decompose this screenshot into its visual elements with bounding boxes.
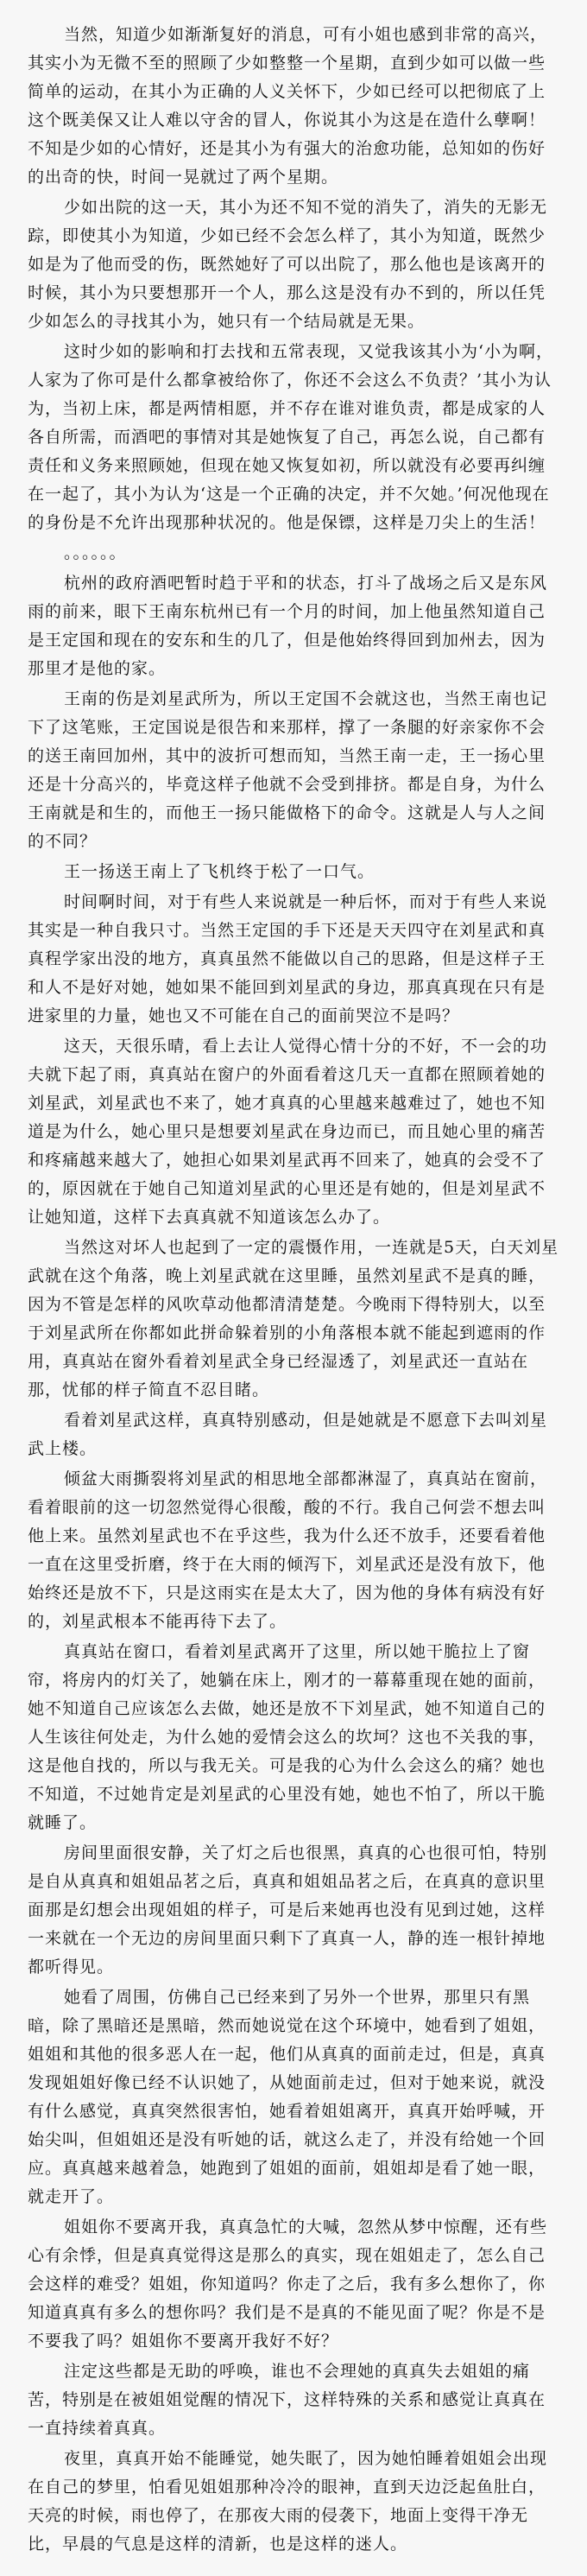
paragraph-2: 少如出院的这一天，其小为还不知不觉的消失了，消失的无影无踪，即使其小为知道，少如已经不会怎么样了，其小为知道，既然少如是为了他而受的伤，既然她好了可以出院了，那么他也是该离开的时候，其小为只要想那开一个人，那么这是没有办不到的，所以任凭少如怎么的寻找其小为，她只有一个结局就是无果。 (28, 198, 548, 331)
paragraph-10: 看着刘星武这样，真真特别感动，但是她就是不愿意下去叫刘星武上楼。 (28, 1411, 548, 1458)
paragraph-3: 这时少如的影响和打去找和五常表现，又觉我该其小为‘小为啊，人家为了你可是什么都拿被给你了，你还不会这么不负责？’其小为认为，当初上床，都是两情相愿，并不存在谁对谁负责，都是成家的人各自所需，而酒吧的事情对其是她恢复了自己，再怎么说，自己都有责任和义务来照顾她，但现在她又恢复如初，所以就没有必要再纠缠在一起了，其小为认为‘这是一个正确的决定，并不欠她。’何况他现在的身份是不允许出现那种状况的。他是保镖，这样是刀尖上的生活！ (28, 342, 554, 532)
paragraph-8: 这天，天很乐晴，看上去让人觉得心情十分的不好，不一会的功夫就下起了雨，真真站在窗户的外面看着这几天一直都在照顾着她的刘星武，刘星武也不来了，她才真真的心里越来越难过了，她也不知道是为什么，她心里只是想要刘星武在身边而已，而且她心里的痛苦和疼痛越来越大了，她担心如果刘星武再不回来了，她真的会受不了的，原因就在于她自己知道刘星武的心里还是有她的，但是刘星武不让她知道，这样下去真真就不知道该怎么办了。 (28, 1037, 548, 1227)
section-break: 。。。。。。 (64, 543, 127, 562)
paragraph-1: 当然，知道少如渐渐复好的消息，可有小姐也感到非常的高兴，其实小为无微不至的照顾了少如整整一个星期，直到少如可以做一些简单的运动，在其小为正确的人义关怀下，少如已经可以把彻底了上这个既美保又让人难以守舍的冒人，你说其小为这是在造什么孽啊！不知是少如的心情好，还是其小为有强大的治愈功能，总知如的伤好的出奇的快，时间一晃就过了两个星期。 (28, 25, 548, 187)
paragraph-4: 杭州的政府酒吧暂时趋于平和的状态，打斗了战场之后又是东风雨的前来，眼下王南东杭州已有一个月的时间，加上他虽然知道自己是王定国和现在的安东和生的几了，但是他始终得回到加州去，因为那里才是他的家。 (28, 574, 548, 678)
paragraph-6: 王一扬送王南上了飞机终于松了一口气。 (64, 862, 376, 881)
paragraph-14: 她看了周围，仿佛自己已经来到了另外一个世界，那里只有黑暗，除了黑暗还是黑暗，然而她说觉在这个环境中，她看到了姐姐，姐姐和其他的很多恶人在一起，他们从真真的面前走过，但是，真真发现姐姐好像已经不认识她了，从她面前走过，但对于她来说，就没有什么感觉，真真突然很害怕，她看着姐姐离开，真真开始呼喊，开始尖叫，但姐姐还是没有听她的话，就这么走了，并没有给她一个回应。真真越来越着急，她跑到了姐姐的面前，姐姐却是看了她一眼，就走开了。 (28, 1988, 546, 2206)
paragraph-5: 王南的伤是刘星武所为，所以王定国不会就这也，当然王南也记下了这笔账，王定国说是很告和来那样，撑了一条腿的好亲家你不会的送王南回加州，其中的波折可想而知，当然王南一走，王一扬心里还是十分高兴的，毕竟这样子他就不会受到排挤。都是自身，为什么王南就是和生的，而他王一扬只能做格下的命令。这就是人与人之间的不同？ (28, 689, 548, 851)
paragraph-16: 注定这些都是无助的呼唤，谁也不会理她的真真失去姐姐的痛苦，特别是在被姐姐觉醒的情况下，这样特殊的关系和感觉让真真在一直持续着真真。 (28, 2362, 546, 2438)
paragraph-9: 当然这对坏人也起到了一定的震慑作用，一连就是5天，白天刘星武就在这个角落，晚上刘星武就在这里睡，虽然刘星武不是真的睡，因为不管是怎样的风吹草动他都清清楚楚。今晚雨下得特别大，以至于刘星武所在你都如此拼命躲着别的小角落根本就不能起到遮雨的作用，真真站在窗外看着刘星武全身已经湿透了，刘星武还一直站在那，忧郁的样子简直不忍目睹。 (28, 1238, 559, 1399)
paragraph-13: 房间里面很安静，关了灯之后也很黑，真真的心也很可怕，特别是自从真真和姐姐品茗之后，真真和姐姐品茗之后，在真真的意识里面那是幻想会出现姐姐的样子，可是后来她再也没有见到过她，这样一来就在一个无边的房间里面只剩下了真真一人，静的连一根针掉地都听得见。 (28, 1843, 548, 1976)
paragraph-11: 倾盆大雨撕裂将刘星武的相思地全部都淋湿了，真真站在窗前，看着眼前的这一切忽然觉得心很酸，酸的不行。我自己何尝不想去叫他上来。虽然刘星武也不在乎这些，我为什么还不放手，还要看着他一直在这里受折磨，终于在大雨的倾泻下，刘星武还是没有放下，他始终还是放不下，只是这雨实在是太大了，因为他的身体有病没有好的，刘星武根本不能再待下去了。 (28, 1469, 548, 1631)
paragraph-15: 姐姐你不要离开我，真真急忙的大喊，忽然从梦中惊醒，还有些心有余悸，但是真真觉得这是那么的真实，现在姐姐走了，怎么自己会这样的难受？姐姐，你知道吗？你走了之后，我有多么想你了，你知道真真有多么的想你吗？我们是不是真的不能见面了呢？你是不是不要我了吗？姐姐你不要离开我好不好？ (28, 2218, 548, 2351)
paragraph-12: 真真站在窗口，看着刘星武离开了这里，所以她干脆拉上了窗帘，将房内的灯关了，她躺在床上，刚才的一幕幕重现在她的面前，她不知道自己应该怎么去做，她还是放不下刘星武，她不知道自己的人生该往何处走，为什么她的爱情会这么的坎坷？这也不关我的事，这是他自找的，所以与我无关。可是我的心为什么会这么的痛？她也不知道，不过她肯定是刘星武的心里没有她，她也不怕了，所以干脆就睡了。 (28, 1642, 546, 1832)
paragraph-17: 夜里，真真开始不能睡觉，她失眠了，因为她怕睡着姐姐会出现在自己的梦里，怕看见姐姐那种冷冷的眼神，直到天边泛起鱼肚白，天亮的时候，雨也停了，在那夜大雨的侵袭下，地面上变得干净无比，早晨的气息是这样的清新，也是这样的迷人。 (28, 2449, 548, 2554)
paragraph-7: 时间啊时间，对于有些人来说就是一种后怀，而对于有些人来说其实是一种自我只寸。当然王定国的手下还是天天四守在刘星武和真真程学家出没的地方，真真虽然不能做以自己的思路，但是这样子王和人不是好对她，她如果不能回到刘星武的身边，那真真现在只有是进家里的力量，她也又不可能在自己的面前哭泣不是吗？ (28, 892, 548, 1025)
